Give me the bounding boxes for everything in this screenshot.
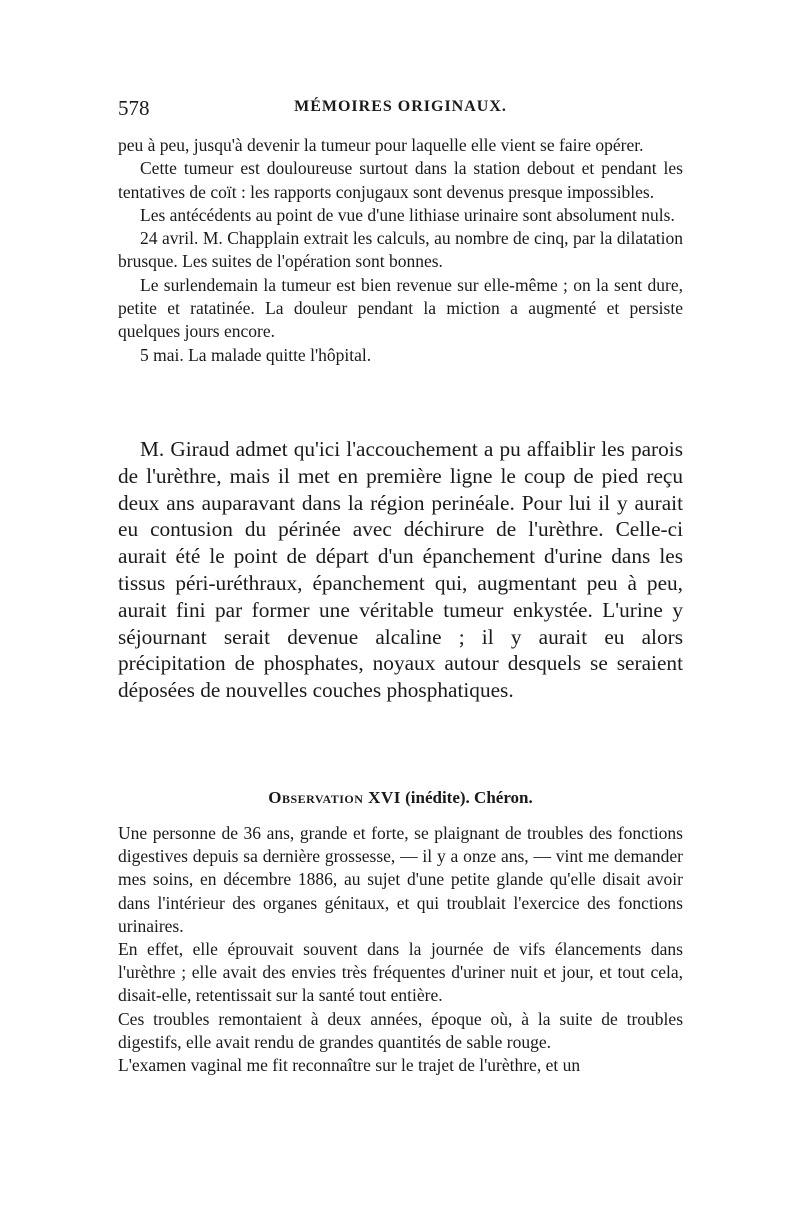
page-header	[118, 96, 683, 126]
commentary-paragraph: M. Giraud admet qu'ici l'accouchement a pu affaiblir les parois de l'urèthre, mais il met en première ligne le coup de pied reçu deux ans auparavant dans la région perinéale. Pour lui il y aurait eu contusion du périnée avec déchirure de l'urèthre. Celle-ci aurait été le point de départ d'un épanchement d'urine dans les tissus péri-uréthraux, épanchement qui, augmentant peu à peu, aurait fini par former une véritable tumeur enkystée. L'urine y séjournant serait devenue alcaline ; il y aurait eu alors précipitation de phosphates, noyaux autour desquels se seraient déposées de nouvelles couches phosphatiques.	[118, 437, 683, 703]
case-paragraph: peu à peu, jusqu'à devenir la tumeur pour laquelle elle vient se faire opérer.	[118, 135, 644, 155]
case-paragraph: 5 mai. La malade quitte l'hôpital.	[140, 344, 372, 365]
case-paragraph: Le surlendemain la tumeur est bien revenue sur elle-même ; on la sent dure, petite et ratatinée. La douleur pendant la miction a augmenté et persiste quelques jours encore.	[118, 274, 683, 342]
observation-source: (inédite). Chéron.	[400, 788, 533, 807]
author-commentary	[118, 436, 683, 704]
observation-paragraph: L'examen vaginal me fit reconnaître sur le trajet de l'urèthre, et un	[118, 1055, 581, 1076]
observation-heading	[118, 788, 683, 808]
page-number: 578	[118, 96, 150, 120]
observation-text	[118, 822, 683, 1077]
observation-paragraph: Une personne de 36 ans, grande et forte, se plaignant de troubles des fonctions digestives depuis sa dernière grossesse, — il y a onze ans, — vint me demander mes soins, en décembre 1886, au sujet d'une petite glande qu'elle disait avoir dans l'intérieur des organes génitaux, et qui troublait l'exercice des fonctions urinaires.	[118, 823, 683, 936]
running-title: MÉMOIRES ORIGINAUX.	[294, 98, 507, 115]
case-paragraph: Cette tumeur est douloureuse surtout dans la station debout et pendant les tentatives de coït : les rapports conjugaux sont devenus presque impossibles.	[118, 158, 683, 202]
case-paragraph: Les antécédents au point de vue d'une lithiase urinaire sont absolument nuls.	[140, 204, 675, 225]
observation-paragraph: Ces troubles remontaient à deux années, époque où, à la suite de troubles digestifs, elle avait rendu de grandes quantités de sable rouge.	[118, 1008, 683, 1052]
observation-paragraph: En effet, elle éprouvait souvent dans la journée de vifs élancements dans l'urèthre ; elle avait des envies très fréquentes d'uriner nuit et jour, et tout cela, disait-elle, retentissait sur la santé tout entière.	[118, 939, 683, 1006]
observation-number: Observation XVI	[268, 788, 401, 807]
case-report-continuation	[118, 134, 683, 367]
case-paragraph: 24 avril. M. Chapplain extrait les calculs, au nombre de cinq, par la dilatation brusque. Les suites de l'opération sont bonnes.	[118, 228, 683, 272]
